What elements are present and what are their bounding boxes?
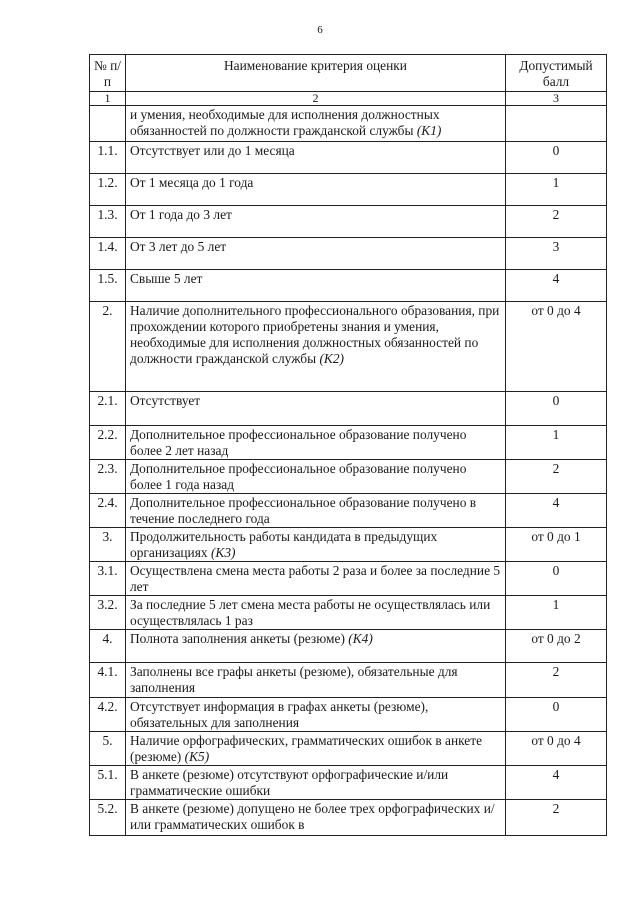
score-value: 4 <box>506 494 607 528</box>
score-value: 4 <box>506 766 607 800</box>
row-number: 4.1. <box>90 663 126 698</box>
score-value: 0 <box>506 392 607 426</box>
criterion-text <box>126 238 506 270</box>
criterion-label: Наличие орфографических, грамматических ошибок в анкете (резюме) <box>130 733 483 764</box>
table-row <box>90 174 607 206</box>
criterion-text <box>126 174 506 206</box>
criterion-text <box>126 663 506 698</box>
table-row <box>90 630 607 663</box>
score-value: 0 <box>506 562 607 596</box>
criterion-text <box>126 698 506 732</box>
criterion-label: Наличие дополнительного профессионального образования, при прохождении которого приобретены знания и умения, необходимые для исполнения должностных обязанностей по должности гражданской службы <box>130 303 500 366</box>
table-row <box>90 698 607 732</box>
criterion-text <box>126 392 506 426</box>
header-name: Наименование критерия оценки <box>126 55 506 92</box>
criterion-text <box>126 596 506 630</box>
table-row <box>90 106 607 142</box>
criterion-text <box>126 302 506 392</box>
table-row <box>90 206 607 238</box>
index-cell: 3 <box>506 92 607 106</box>
row-number: 1.5. <box>90 270 126 302</box>
table-row <box>90 596 607 630</box>
table-row <box>90 663 607 698</box>
score-value: 1 <box>506 174 607 206</box>
criterion-label: Отсутствует <box>130 393 201 408</box>
score-value: 1 <box>506 426 607 460</box>
criterion-text <box>126 494 506 528</box>
criterion-label: Продолжительность работы кандидата в предыдущих организациях <box>130 529 438 560</box>
criterion-text <box>126 800 506 836</box>
criterion-text <box>126 106 506 142</box>
table-row <box>90 270 607 302</box>
table-row <box>90 562 607 596</box>
score-value: 3 <box>506 238 607 270</box>
index-cell: 2 <box>126 92 506 106</box>
score-value: 2 <box>506 663 607 698</box>
row-number: 2.1. <box>90 392 126 426</box>
criterion-text <box>126 562 506 596</box>
criterion-label: Дополнительное профессиональное образование получено более 1 года назад <box>130 461 467 492</box>
table-row <box>90 732 607 766</box>
criterion-label: Отсутствует или до 1 месяца <box>130 143 295 158</box>
score-value: 2 <box>506 206 607 238</box>
criteria-table <box>89 54 607 836</box>
row-number: 2. <box>90 302 126 392</box>
header-score: Допустимый балл <box>506 55 607 92</box>
criterion-text <box>126 630 506 663</box>
table-row <box>90 528 607 562</box>
row-number: 3.2. <box>90 596 126 630</box>
table-row <box>90 426 607 460</box>
table-index-row <box>90 92 607 106</box>
score-value: 0 <box>506 698 607 732</box>
score-value: от 0 до 4 <box>506 302 607 392</box>
table-header-row <box>90 55 607 92</box>
criterion-text <box>126 460 506 494</box>
criterion-label: От 1 года до 3 лет <box>130 207 232 222</box>
criterion-label: Заполнены все графы анкеты (резюме), обязательные для заполнения <box>130 664 458 695</box>
row-number: 3. <box>90 528 126 562</box>
score-value: от 0 до 2 <box>506 630 607 663</box>
score-value: 2 <box>506 460 607 494</box>
row-number: 4. <box>90 630 126 663</box>
table-body <box>90 106 607 836</box>
criterion-label: За последние 5 лет смена места работы не осуществлялась или осуществлялась 1 раз <box>130 597 491 628</box>
row-number: 2.2. <box>90 426 126 460</box>
score-value <box>506 106 607 142</box>
row-number: 5. <box>90 732 126 766</box>
criterion-label: Дополнительное профессиональное образование получено в течение последнего года <box>130 495 477 526</box>
criterion-label: Отсутствует информация в графах анкеты (резюме), обязательных для заполнения <box>130 699 429 730</box>
table-row <box>90 142 607 174</box>
table-row <box>90 494 607 528</box>
score-value: 4 <box>506 270 607 302</box>
row-number: 1.2. <box>90 174 126 206</box>
table-row <box>90 800 607 836</box>
score-value: 0 <box>506 142 607 174</box>
criterion-label: В анкете (резюме) отсутствуют орфографические и/или грамматические ошибки <box>130 767 449 798</box>
score-value: от 0 до 4 <box>506 732 607 766</box>
coefficient-label: (K2) <box>319 351 344 366</box>
row-number: 5.1. <box>90 766 126 800</box>
score-value: от 0 до 1 <box>506 528 607 562</box>
table-row <box>90 302 607 392</box>
coefficient-label: (K3) <box>210 545 236 560</box>
table-row <box>90 460 607 494</box>
criterion-label: Свыше 5 лет <box>130 271 203 286</box>
row-number: 2.3. <box>90 460 126 494</box>
score-value: 2 <box>506 800 607 836</box>
page-number: 6 <box>317 24 323 36</box>
table-row <box>90 238 607 270</box>
criterion-text <box>126 766 506 800</box>
criterion-text <box>126 528 506 562</box>
coefficient-label: (K4) <box>348 631 373 646</box>
criterion-label: В анкете (резюме) допущено не более трех орфографических и/или грамматических ошибок в <box>130 801 495 832</box>
score-value: 1 <box>506 596 607 630</box>
row-number: 1.3. <box>90 206 126 238</box>
row-number <box>90 106 126 142</box>
criterion-text <box>126 270 506 302</box>
criterion-text <box>126 426 506 460</box>
coefficient-label: (K1) <box>416 123 442 138</box>
criterion-label: Полнота заполнения анкеты (резюме) <box>130 631 345 646</box>
index-cell: 1 <box>90 92 126 106</box>
table-row <box>90 392 607 426</box>
criterion-label: От 1 месяца до 1 года <box>130 175 254 190</box>
criterion-label: и умения, необходимые для исполнения должностных обязанностей по должности гражданской службы <box>130 107 440 138</box>
row-number: 1.1. <box>90 142 126 174</box>
row-number: 2.4. <box>90 494 126 528</box>
criterion-label: Осуществлена смена места работы 2 раза и более за последние 5 лет <box>130 563 501 594</box>
header-num: № п/п <box>90 55 126 92</box>
row-number: 5.2. <box>90 800 126 836</box>
criterion-label: Дополнительное профессиональное образование получено более 2 лет назад <box>130 427 467 458</box>
coefficient-label: (K5) <box>184 749 210 764</box>
criterion-text <box>126 206 506 238</box>
row-number: 3.1. <box>90 562 126 596</box>
row-number: 1.4. <box>90 238 126 270</box>
criterion-text <box>126 142 506 174</box>
criterion-label: От 3 лет до 5 лет <box>130 239 227 254</box>
row-number: 4.2. <box>90 698 126 732</box>
criterion-text <box>126 732 506 766</box>
table-row <box>90 766 607 800</box>
